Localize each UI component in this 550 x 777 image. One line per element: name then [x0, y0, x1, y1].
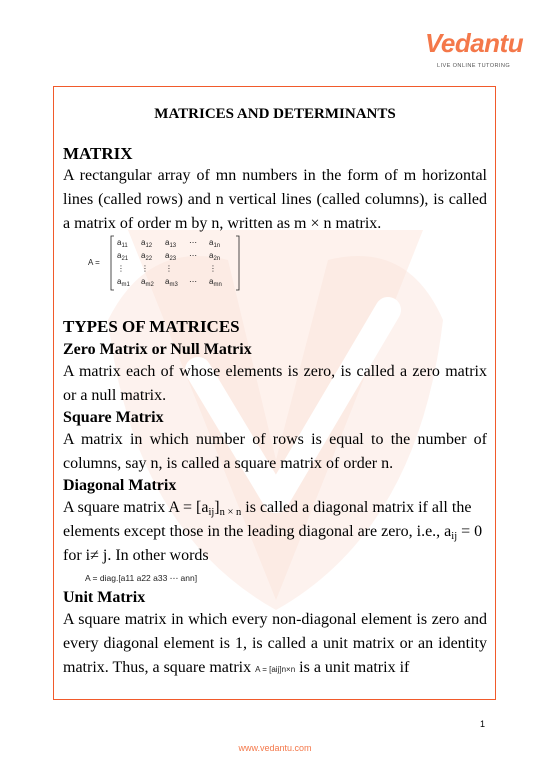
matrix-cell: $a_{2n}$ — [209, 251, 221, 262]
unit-line-1: A square matrix in which every non-diagonal element is zero and — [63, 611, 487, 628]
diag-sub-nxn: n × n — [219, 507, 242, 518]
diagonal-line-3: for i≠ j. In other words — [63, 547, 209, 564]
unit-formula: A = [aij]n×n — [255, 665, 296, 674]
heading-square-matrix: Square Matrix — [63, 409, 164, 426]
matrix-cell: ⋮ — [117, 264, 125, 273]
matrix-cell: $a_{m1}$ — [117, 277, 130, 288]
matrix-lhs: A = — [88, 258, 100, 267]
unit-line-3 — [63, 658, 409, 680]
matrix-cell: ⋮ — [141, 264, 149, 273]
matrix-grid — [117, 236, 239, 288]
unit-line-2: every diagonal element is 1, is called a unit matrix or an identity — [63, 635, 487, 652]
matrix-def-line-2: lines (called rows) and n vertical lines (called columns), is called — [63, 191, 487, 208]
page-title: MATRICES AND DETERMINANTS — [154, 106, 396, 122]
matrix-cell: ⋯ — [189, 251, 197, 260]
zero-line-1: A matrix each of whose elements is zero, is called a zero matrix — [63, 363, 487, 380]
matrix-def-line-1: A rectangular array of mn numbers in the form of m horizontal — [63, 167, 487, 184]
diagonal-formula: A = diag.[a11 a22 a33 ⋯ ann] — [85, 573, 198, 583]
diag-text-b: ] — [214, 499, 220, 516]
matrix-cell: $a_{12}$ — [141, 238, 153, 249]
matrix-cell: $a_{21}$ — [117, 251, 129, 262]
matrix-row — [117, 236, 239, 249]
diag-sub-ij: ij — [208, 507, 215, 518]
diagonal-line-1 — [63, 498, 471, 523]
heading-diagonal-matrix: Diagonal Matrix — [63, 477, 177, 494]
matrix-row — [117, 262, 239, 275]
page-number: 1 — [480, 719, 486, 729]
diag-text-c: is called a diagonal matrix if all the — [241, 499, 472, 516]
unit-text-a: matrix. Thus, a square matrix — [63, 659, 252, 676]
matrix-def-line-3: a matrix of order m by n, written as m × n matrix. — [63, 215, 382, 232]
matrix-cell: ⋯ — [189, 238, 197, 247]
heading-matrix: MATRIX — [63, 144, 133, 163]
matrix-formula — [85, 234, 245, 292]
matrix-cell: $a_{11}$ — [117, 238, 128, 249]
matrix-cell: ⋮ — [209, 264, 217, 273]
heading-unit-matrix: Unit Matrix — [63, 589, 146, 606]
diagonal-line-2 — [63, 522, 482, 547]
unit-text-b: is a unit matrix if — [299, 659, 410, 676]
matrix-cell: $a_{22}$ — [141, 251, 153, 262]
diag-text-e: = 0 — [457, 523, 483, 540]
matrix-cell: $a_{1n}$ — [209, 238, 221, 249]
heading-types: TYPES OF MATRICES — [63, 317, 240, 336]
zero-line-2: or a null matrix. — [63, 387, 167, 404]
heading-zero-matrix: Zero Matrix or Null Matrix — [63, 341, 252, 358]
diag-sub-ij-2: ij — [451, 531, 458, 542]
diag-text-a: A square matrix A = [a — [63, 499, 209, 516]
logo-tagline: LIVE ONLINE TUTORING — [437, 63, 511, 69]
logo-wordmark: Vedantu — [425, 28, 524, 58]
diag-text-d: elements except those in the leading diagonal are zero, i.e., a — [63, 523, 452, 540]
matrix-cell: $a_{m2}$ — [141, 277, 154, 288]
square-line-2: columns, say n, is called a square matrix of order n. — [63, 455, 394, 472]
footer-url[interactable]: www.vedantu.com — [238, 743, 312, 753]
matrix-cell — [189, 262, 209, 275]
matrix-row — [117, 275, 239, 288]
vedantu-logo — [425, 22, 524, 82]
matrix-row — [117, 249, 239, 262]
matrix-cell: ⋮ — [165, 264, 173, 273]
matrix-cell: $a_{mn}$ — [209, 277, 222, 288]
matrix-cell: $a_{13}$ — [165, 238, 177, 249]
matrix-cell: $a_{23}$ — [165, 251, 177, 262]
matrix-cell: $a_{m3}$ — [165, 277, 178, 288]
matrix-cell: ⋯ — [189, 277, 197, 286]
square-line-1: A matrix in which number of rows is equal to the number of — [63, 431, 487, 448]
